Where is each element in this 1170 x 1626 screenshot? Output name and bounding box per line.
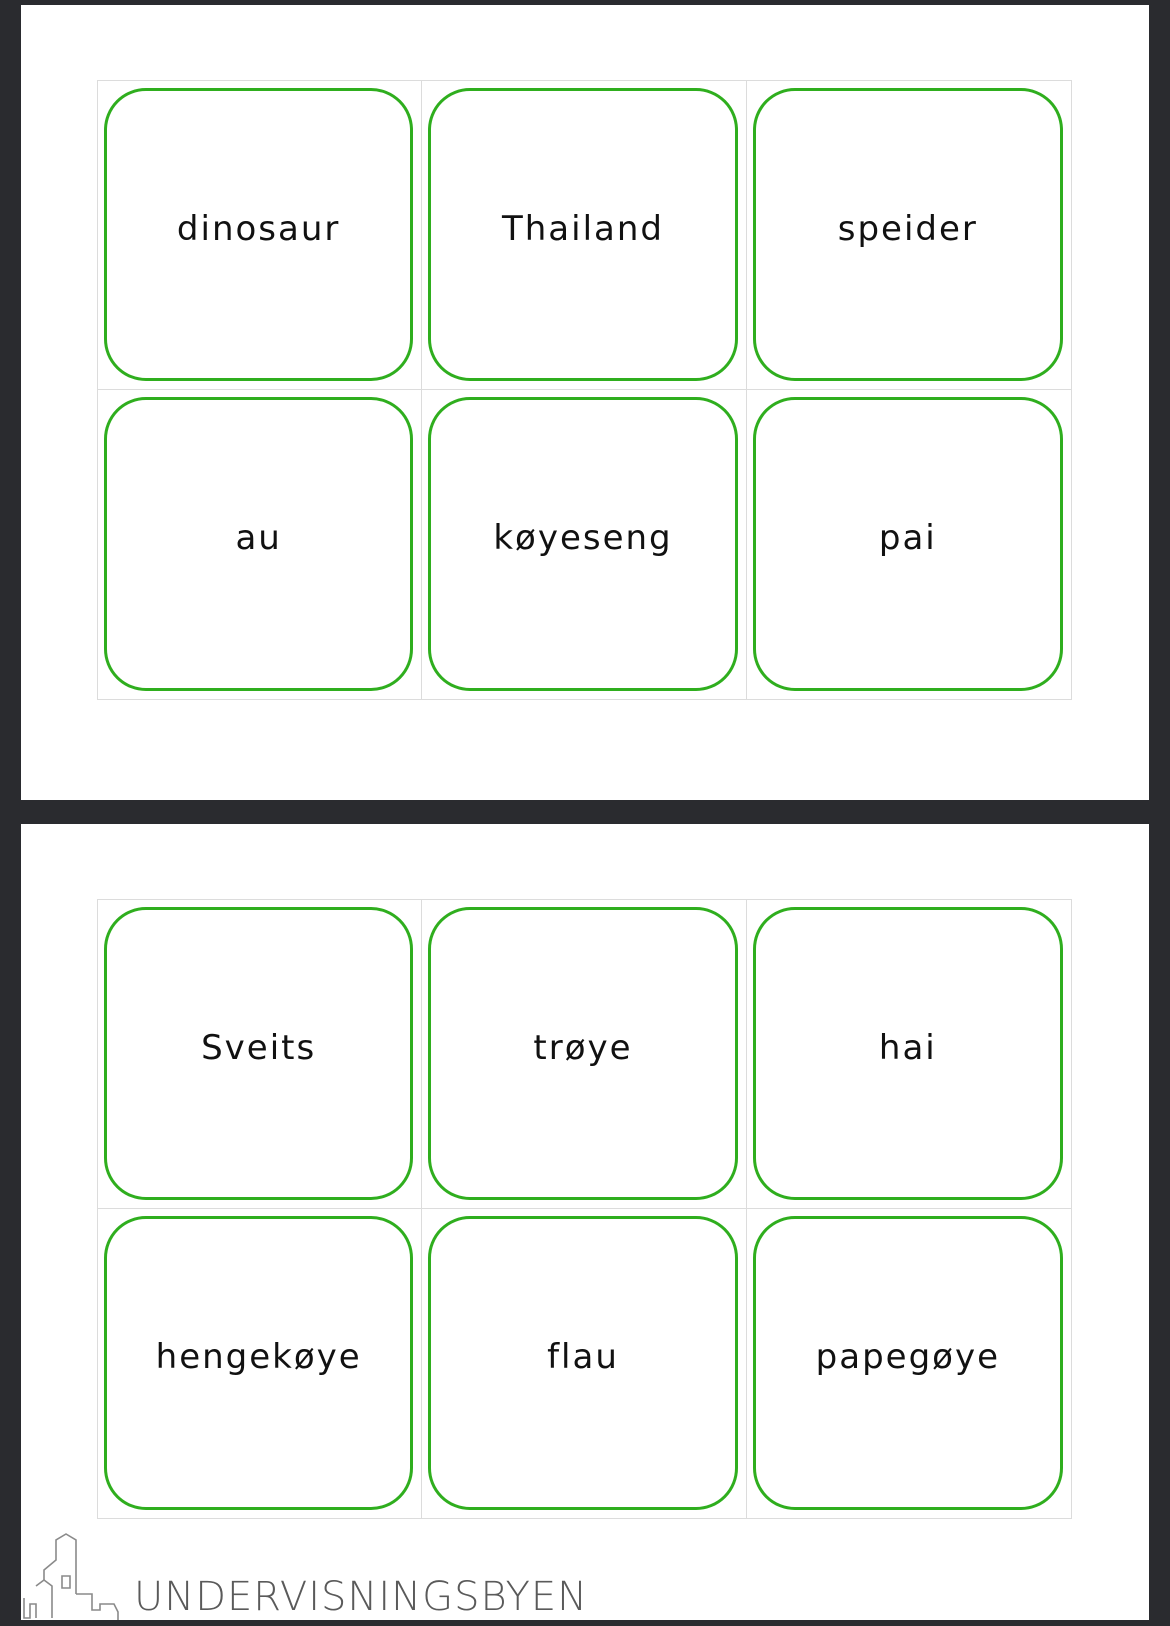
card-cell (747, 81, 1071, 390)
word-card (753, 88, 1063, 381)
word-card (428, 907, 737, 1200)
word-card (753, 907, 1063, 1200)
word-card (428, 1216, 737, 1510)
word-card (753, 1216, 1063, 1510)
word-card (428, 88, 737, 381)
card-cell (98, 900, 422, 1209)
card-cell (98, 390, 422, 699)
card-cell (422, 900, 746, 1209)
word-card (104, 1216, 413, 1510)
word-card (104, 397, 413, 691)
card-cell (422, 390, 746, 699)
card-grid (97, 899, 1072, 1519)
card-cell (422, 1209, 746, 1518)
brand-name: UNDERVISNINGSBYEN (134, 1574, 589, 1620)
word-card (753, 397, 1063, 691)
card-word: flau (547, 1337, 619, 1377)
card-grid (97, 80, 1072, 700)
word-card (104, 88, 413, 381)
card-word: papegøye (815, 1337, 1000, 1377)
card-word: pai (878, 518, 937, 558)
card-word: dinosaur (176, 208, 341, 249)
card-word: au (235, 518, 282, 558)
city-skyline-icon (22, 1520, 132, 1620)
card-word: speider (837, 208, 978, 249)
card-cell (422, 81, 746, 390)
word-card (428, 397, 737, 691)
card-cell (98, 81, 422, 390)
card-word: Sveits (201, 1027, 317, 1068)
worksheet-page-1 (21, 5, 1149, 800)
card-cell (747, 1209, 1071, 1518)
card-word: hengekøye (155, 1337, 362, 1377)
brand-logo (22, 1520, 622, 1620)
card-cell (98, 1209, 422, 1518)
card-cell (747, 900, 1071, 1209)
card-word: køyeseng (493, 518, 673, 558)
card-word: Thailand (501, 208, 664, 249)
card-cell (747, 390, 1071, 699)
word-card (104, 907, 413, 1200)
worksheet-page-2 (21, 824, 1149, 1620)
card-word: trøye (533, 1027, 633, 1068)
card-word: hai (878, 1027, 937, 1068)
